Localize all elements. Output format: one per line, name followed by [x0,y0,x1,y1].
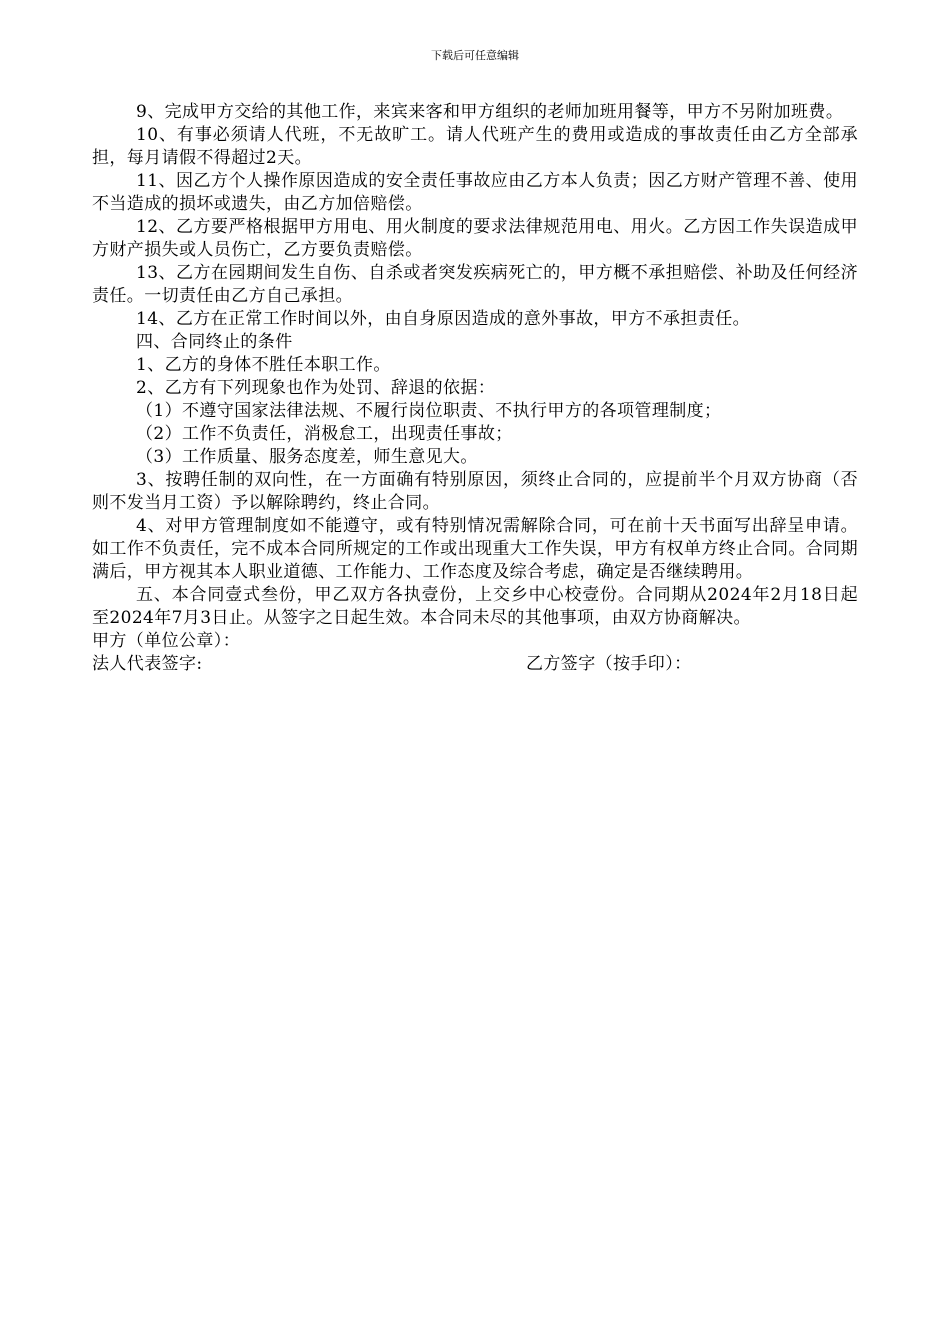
termination-subitem-2: （2）工作不负责任，消极怠工，出现责任事故； [136,424,513,444]
signature-row [92,653,858,676]
clause-12: 12、乙方要严格根据甲方用电、用火制度的要求法律规范用电、用火。乙方因工作失误造成甲方财产损失或人员伤亡，乙方要负责赔偿。 [92,217,858,260]
clause-9: 9、完成甲方交给的其他工作，来宾来客和甲方组织的老师加班用餐等，甲方不另附加班费。 [136,102,844,122]
page-header-note: 下载后可任意编辑 [431,49,519,62]
termination-subitem-3: （3）工作质量、服务态度差，师生意见大。 [136,447,478,467]
termination-item-3: 3、按聘任制的双向性，在一方面确有特别原因，须终止合同的，应提前半个月双方协商（否则不发当月工资）予以解除聘约，终止合同。 [92,470,858,513]
legal-rep-signature-label: 法人代表签字: [92,654,203,674]
termination-item-2: 2、乙方有下列现象也作为处罚、辞退的依据： [136,378,496,398]
termination-item-1: 1、乙方的身体不胜任本职工作。 [136,355,391,375]
party-a-seal-label: 甲方（单位公章）： [92,631,241,651]
section-heading-termination: 四、合同终止的条件 [136,332,293,352]
clause-10: 10、有事必须请人代班，不无故旷工。请人代班产生的费用或造成的事故责任由乙方全部承担，每月请假不得超过2天。 [92,125,858,168]
contract-body [92,101,858,676]
clause-13: 13、乙方在园期间发生自伤、自杀或者突发疾病死亡的，甲方概不承担赔偿、补助及任何经济责任。一切责任由乙方自己承担。 [92,263,858,306]
party-b-signature-label: 乙方签字（按手印）： [526,654,692,674]
clause-11: 11、因乙方个人操作原因造成的安全责任事故应由乙方本人负责；因乙方财产管理不善、使用不当造成的损坏或遗失，由乙方加倍赔偿。 [92,171,858,214]
clause-14: 14、乙方在正常工作时间以外，由自身原因造成的意外事故，甲方不承担责任。 [136,309,751,329]
termination-subitem-1: （1）不遵守国家法律法规、不履行岗位职责、不执行甲方的各项管理制度； [136,401,722,421]
termination-item-4: 4、对甲方管理制度如不能遵守，或有特别情况需解除合同，可在前十天书面写出辞呈申请。如工作不负责任，完不成本合同所规定的工作或出现重大工作失误，甲方有权单方终止合同。合同期满后，甲方视其本人职业道德、工作能力、工作态度及综合考虑，确定是否继续聘用。 [92,516,858,582]
section-five-copies: 五、本合同壹式叁份，甲乙双方各执壹份，上交乡中心校壹份。合同期从2024年2月18日起至2024年7月3日止。从签字之日起生效。本合同未尽的其他事项，由双方协商解决。 [92,585,858,628]
